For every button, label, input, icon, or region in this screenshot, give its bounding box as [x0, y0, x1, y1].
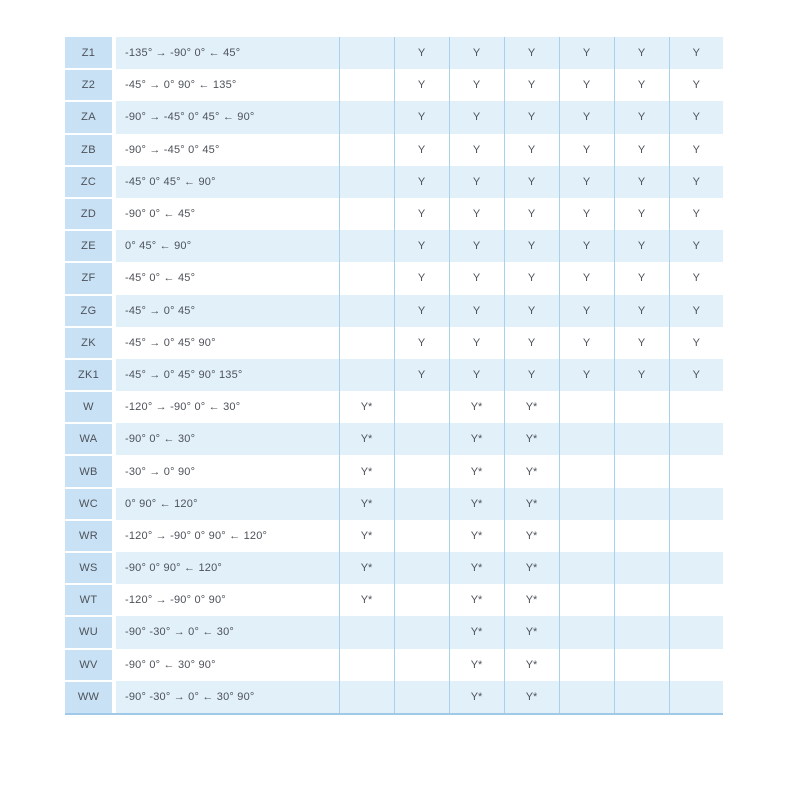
availability-cell: Y [669, 262, 723, 294]
availability-cell: Y [394, 134, 449, 166]
availability-cell [669, 520, 723, 552]
row-angle-range: -120° → -90° 0° ← 30° [114, 391, 339, 423]
angle-range-table [65, 37, 723, 713]
availability-cell [614, 649, 669, 681]
availability-cell: Y* [504, 455, 559, 487]
availability-cell: Y [394, 359, 449, 391]
availability-cell [339, 649, 394, 681]
row-angle-range: -120° → -90° 0° 90° [114, 584, 339, 616]
availability-cell: Y [614, 262, 669, 294]
availability-cell: Y [614, 327, 669, 359]
row-code-label: ZK [65, 327, 114, 359]
availability-cell [339, 166, 394, 198]
availability-cell: Y* [504, 520, 559, 552]
availability-cell [614, 488, 669, 520]
table-row [65, 520, 723, 552]
availability-cell: Y [449, 37, 504, 69]
availability-cell [339, 295, 394, 327]
availability-cell [669, 423, 723, 455]
availability-cell: Y [559, 101, 614, 133]
availability-cell [339, 37, 394, 69]
availability-cell: Y [559, 295, 614, 327]
availability-cell [394, 552, 449, 584]
availability-cell: Y [669, 69, 723, 101]
availability-cell: Y [669, 230, 723, 262]
availability-cell: Y [559, 134, 614, 166]
availability-cell: Y* [449, 488, 504, 520]
availability-cell: Y* [504, 423, 559, 455]
availability-cell [614, 391, 669, 423]
row-angle-range: -90° 0° 90° ← 120° [114, 552, 339, 584]
availability-cell: Y [504, 262, 559, 294]
availability-cell: Y [559, 327, 614, 359]
availability-cell: Y [669, 134, 723, 166]
row-angle-range: -45° → 0° 45° 90° 135° [114, 359, 339, 391]
availability-cell: Y [559, 198, 614, 230]
availability-cell [669, 391, 723, 423]
row-angle-range: -45° → 0° 45° [114, 295, 339, 327]
availability-cell: Y* [449, 681, 504, 713]
row-code-label: ZC [65, 166, 114, 198]
availability-cell: Y [559, 69, 614, 101]
availability-cell [339, 69, 394, 101]
availability-cell: Y [449, 134, 504, 166]
row-angle-range: -45° 0° ← 45° [114, 262, 339, 294]
table-row [65, 101, 723, 133]
availability-cell [339, 616, 394, 648]
availability-cell: Y [669, 166, 723, 198]
row-angle-range: -30° → 0° 90° [114, 455, 339, 487]
row-angle-range: -90° → -45° 0° 45° [114, 134, 339, 166]
availability-cell: Y [394, 166, 449, 198]
row-angle-range: -90° 0° ← 30° [114, 423, 339, 455]
availability-cell: Y* [449, 423, 504, 455]
availability-cell: Y* [449, 616, 504, 648]
row-code-label: WB [65, 455, 114, 487]
availability-cell: Y [394, 295, 449, 327]
availability-cell [669, 455, 723, 487]
availability-cell: Y [614, 295, 669, 327]
table-row [65, 198, 723, 230]
availability-cell [339, 101, 394, 133]
availability-cell: Y [614, 37, 669, 69]
availability-cell [559, 681, 614, 713]
availability-cell: Y* [504, 681, 559, 713]
availability-cell: Y [559, 359, 614, 391]
availability-cell [559, 520, 614, 552]
availability-cell [669, 616, 723, 648]
availability-cell [394, 455, 449, 487]
availability-cell: Y* [504, 391, 559, 423]
row-angle-range: -45° → 0° 90° ← 135° [114, 69, 339, 101]
availability-cell [339, 262, 394, 294]
availability-cell: Y [559, 166, 614, 198]
availability-cell [669, 488, 723, 520]
table-row [65, 681, 723, 713]
table-row [65, 295, 723, 327]
availability-cell: Y [504, 327, 559, 359]
availability-cell [614, 681, 669, 713]
table-row [65, 359, 723, 391]
table-row [65, 488, 723, 520]
availability-cell: Y* [449, 455, 504, 487]
availability-cell [394, 681, 449, 713]
row-angle-range: -45° 0° 45° ← 90° [114, 166, 339, 198]
availability-cell [614, 552, 669, 584]
availability-cell [339, 230, 394, 262]
availability-cell [559, 616, 614, 648]
table-row [65, 584, 723, 616]
availability-cell: Y [504, 134, 559, 166]
row-code-label: ZG [65, 295, 114, 327]
table-row [65, 69, 723, 101]
availability-cell: Y* [339, 552, 394, 584]
availability-cell: Y [614, 101, 669, 133]
availability-cell [614, 616, 669, 648]
table-row [65, 262, 723, 294]
availability-cell: Y* [339, 520, 394, 552]
availability-cell [394, 649, 449, 681]
availability-cell [339, 681, 394, 713]
row-angle-range: -90° -30° → 0° ← 30° 90° [114, 681, 339, 713]
availability-cell [559, 649, 614, 681]
table-row [65, 616, 723, 648]
availability-cell: Y* [339, 455, 394, 487]
availability-cell: Y [614, 134, 669, 166]
availability-cell [339, 327, 394, 359]
availability-cell: Y* [504, 616, 559, 648]
row-angle-range: -45° → 0° 45° 90° [114, 327, 339, 359]
availability-cell: Y [449, 198, 504, 230]
availability-cell: Y [669, 327, 723, 359]
row-angle-range: -90° 0° ← 30° 90° [114, 649, 339, 681]
table-row [65, 166, 723, 198]
row-angle-range: 0° 90° ← 120° [114, 488, 339, 520]
availability-cell: Y [504, 295, 559, 327]
row-code-label: WC [65, 488, 114, 520]
availability-cell: Y* [504, 649, 559, 681]
availability-cell: Y [669, 37, 723, 69]
row-code-label: WR [65, 520, 114, 552]
row-code-label: Z2 [65, 69, 114, 101]
row-code-label: Z1 [65, 37, 114, 69]
availability-cell [394, 423, 449, 455]
availability-cell: Y [559, 37, 614, 69]
table-body [65, 37, 723, 713]
availability-cell: Y [449, 101, 504, 133]
availability-cell: Y [449, 166, 504, 198]
availability-cell: Y* [504, 552, 559, 584]
availability-cell: Y [504, 230, 559, 262]
row-angle-range: -90° → -45° 0° 45° ← 90° [114, 101, 339, 133]
row-code-label: ZF [65, 262, 114, 294]
availability-cell [559, 455, 614, 487]
availability-cell: Y [614, 166, 669, 198]
availability-cell [614, 423, 669, 455]
availability-cell: Y [394, 262, 449, 294]
row-code-label: WW [65, 681, 114, 713]
availability-cell [339, 359, 394, 391]
row-code-label: ZE [65, 230, 114, 262]
row-code-label: WA [65, 423, 114, 455]
availability-cell: Y [394, 37, 449, 69]
availability-cell [559, 391, 614, 423]
availability-cell: Y* [449, 584, 504, 616]
availability-cell: Y [449, 327, 504, 359]
row-code-label: ZB [65, 134, 114, 166]
availability-cell [394, 488, 449, 520]
availability-cell: Y [614, 359, 669, 391]
angle-range-table-container [65, 37, 723, 715]
availability-cell: Y [614, 69, 669, 101]
availability-cell [559, 488, 614, 520]
availability-cell: Y [614, 198, 669, 230]
availability-cell: Y [449, 69, 504, 101]
availability-cell: Y* [449, 552, 504, 584]
availability-cell: Y* [449, 520, 504, 552]
table-row [65, 230, 723, 262]
availability-cell [559, 423, 614, 455]
availability-cell [559, 584, 614, 616]
table-row [65, 391, 723, 423]
availability-cell: Y [394, 198, 449, 230]
availability-cell [339, 134, 394, 166]
availability-cell: Y* [339, 391, 394, 423]
row-code-label: ZD [65, 198, 114, 230]
table-row [65, 423, 723, 455]
availability-cell [394, 391, 449, 423]
availability-cell [559, 552, 614, 584]
availability-cell: Y* [449, 649, 504, 681]
availability-cell: Y* [339, 584, 394, 616]
row-code-label: WS [65, 552, 114, 584]
table-row [65, 327, 723, 359]
table-row [65, 37, 723, 69]
availability-cell [669, 552, 723, 584]
row-angle-range: -120° → -90° 0° 90° ← 120° [114, 520, 339, 552]
availability-cell [394, 520, 449, 552]
availability-cell: Y [669, 359, 723, 391]
availability-cell [339, 198, 394, 230]
table-row [65, 649, 723, 681]
availability-cell [669, 649, 723, 681]
availability-cell [614, 584, 669, 616]
availability-cell: Y* [449, 391, 504, 423]
availability-cell [394, 616, 449, 648]
table-row [65, 455, 723, 487]
row-angle-range: 0° 45° ← 90° [114, 230, 339, 262]
table-row [65, 134, 723, 166]
availability-cell: Y [504, 69, 559, 101]
row-code-label: WT [65, 584, 114, 616]
row-code-label: ZA [65, 101, 114, 133]
availability-cell: Y [669, 101, 723, 133]
availability-cell: Y [559, 230, 614, 262]
row-code-label: WU [65, 616, 114, 648]
availability-cell [669, 584, 723, 616]
availability-cell: Y* [504, 584, 559, 616]
availability-cell [614, 520, 669, 552]
availability-cell: Y [394, 101, 449, 133]
availability-cell: Y [449, 359, 504, 391]
availability-cell: Y* [339, 423, 394, 455]
row-code-label: ZK1 [65, 359, 114, 391]
availability-cell: Y* [504, 488, 559, 520]
availability-cell: Y [394, 69, 449, 101]
availability-cell: Y [504, 198, 559, 230]
availability-cell: Y [394, 327, 449, 359]
availability-cell: Y [559, 262, 614, 294]
row-code-label: WV [65, 649, 114, 681]
row-angle-range: -90° -30° → 0° ← 30° [114, 616, 339, 648]
availability-cell: Y [504, 359, 559, 391]
availability-cell: Y [504, 101, 559, 133]
availability-cell: Y [394, 230, 449, 262]
availability-cell [614, 455, 669, 487]
table-row [65, 552, 723, 584]
availability-cell: Y [669, 295, 723, 327]
availability-cell [394, 584, 449, 616]
row-code-label: W [65, 391, 114, 423]
availability-cell: Y [449, 230, 504, 262]
availability-cell: Y* [339, 488, 394, 520]
availability-cell: Y [669, 198, 723, 230]
availability-cell: Y [614, 230, 669, 262]
row-angle-range: -135° → -90° 0° ← 45° [114, 37, 339, 69]
availability-cell: Y [504, 166, 559, 198]
availability-cell: Y [449, 295, 504, 327]
row-angle-range: -90° 0° ← 45° [114, 198, 339, 230]
availability-cell [669, 681, 723, 713]
availability-cell: Y [504, 37, 559, 69]
availability-cell: Y [449, 262, 504, 294]
